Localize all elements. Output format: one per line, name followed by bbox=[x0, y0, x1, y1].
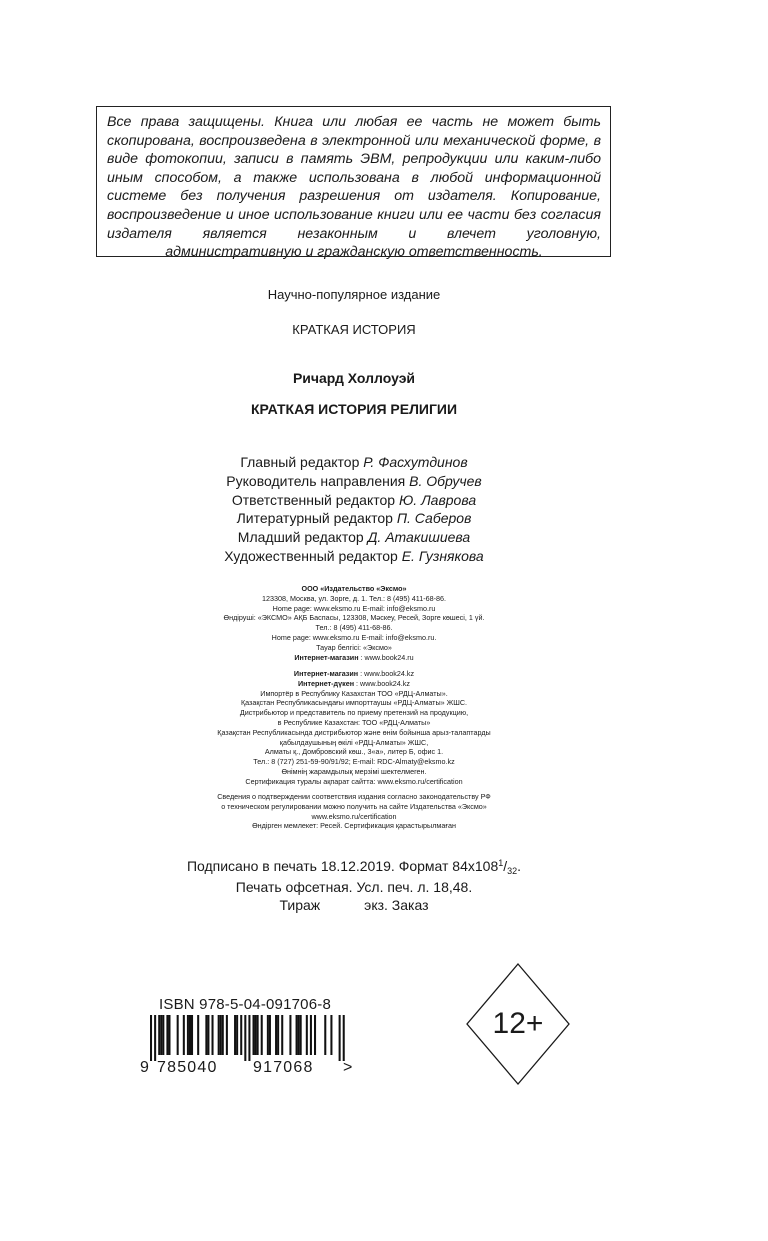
barcode-bar bbox=[222, 1015, 224, 1055]
barcode-digits-left: 785040 bbox=[157, 1059, 218, 1076]
barcode-digits-right: 917068 bbox=[253, 1059, 314, 1076]
info-line: Сертификация туралы ақпарат сайтта: www.eksmo.ru/certification bbox=[245, 776, 463, 786]
barcode-bar bbox=[314, 1015, 316, 1055]
staff-line: Младший редактор Д. Атакишиева bbox=[237, 529, 471, 546]
staff-line: Руководитель направления В. Обручев bbox=[226, 472, 482, 489]
age-rating-label: 12+ bbox=[492, 1007, 544, 1040]
barcode-bar bbox=[310, 1015, 312, 1055]
copyright-text: Все права защищены. Книга или любая ее часть не может быть скопирована, воспроизведена в электронной или механической форме, в виде фотокопии, записи в память ЭВМ, репродукции или каким-либо иным способом, а также использована в любой информационной системе без получения разрешения от издателя. Копирование, воспроизведение и иное использование книги или ее части без согласия издателя является незаконным и влечет уголовную, административную и гражданскую ответственность. bbox=[107, 114, 601, 261]
barcode-bar bbox=[324, 1015, 326, 1055]
barcode-bar bbox=[197, 1015, 199, 1055]
barcode-digit-first: 9 bbox=[140, 1059, 149, 1076]
info-line: Алматы қ., Домбровский көш., 3«а», литер Б, офис 1. bbox=[264, 747, 444, 757]
isbn-number: ISBN 978-5-04-091706-8 bbox=[159, 996, 332, 1013]
print-line-3: Тираж экз. Заказ bbox=[279, 897, 429, 913]
barcode-bar bbox=[330, 1015, 332, 1055]
copyright-notice-box bbox=[96, 106, 611, 261]
isbn-barcode bbox=[150, 1015, 354, 1061]
series-name: КРАТКАЯ ИСТОРИЯ bbox=[292, 322, 416, 337]
staff-line: Главный редактор Р. Фасхутдинов bbox=[240, 454, 468, 470]
cert-line: Өндірген мемлекет: Ресей. Сертификация қарастырылмаған bbox=[252, 821, 456, 831]
author-name: Ричард Холлоуэй bbox=[292, 370, 416, 386]
print-info bbox=[0, 857, 708, 915]
barcode-bar bbox=[150, 1015, 152, 1061]
barcode-bar bbox=[183, 1015, 185, 1055]
edition-type: Научно-популярное издание bbox=[267, 287, 441, 302]
barcode-bar bbox=[298, 1015, 300, 1055]
staff-line: Художественный редактор Е. Гузнякова bbox=[224, 547, 484, 564]
info-line: Импортёр в Республику Казахстан ТОО «РДЦ-Алматы». bbox=[260, 688, 448, 698]
publisher-block bbox=[0, 584, 708, 662]
publisher-kz-phone: Тел.: 8 (495) 411-68-86. bbox=[315, 623, 393, 633]
barcode-bar bbox=[267, 1015, 269, 1055]
publisher-kz-web: Home page: www.eksmo.ru E-mail: info@eksmo.ru. bbox=[271, 632, 437, 642]
staff-line: Ответственный редактор Ю. Лаврова bbox=[231, 491, 477, 508]
barcode-bar bbox=[257, 1015, 259, 1055]
publisher-trademark: Тауар белгісі: «Эксмо» bbox=[316, 642, 392, 652]
barcode-bar bbox=[166, 1015, 168, 1055]
distributor-block bbox=[0, 669, 708, 787]
barcode-bar bbox=[261, 1015, 263, 1055]
barcode-bar bbox=[255, 1015, 257, 1055]
barcode-bar bbox=[306, 1015, 308, 1055]
info-line: Қазақстан Республикасында дистрибьютор және өнім бойынша арыз-талаптарды bbox=[217, 727, 491, 737]
barcode-bar bbox=[269, 1015, 271, 1055]
staff-line: Литературный редактор П. Саберов bbox=[236, 510, 472, 527]
barcode-bar bbox=[236, 1015, 238, 1055]
online-shop-kz: Интернет-магазин : www.book24.kz bbox=[293, 669, 415, 678]
barcode-bar bbox=[248, 1015, 250, 1061]
cert-line: Сведения о подтверждении соответствия издания согласно законодательству РФ bbox=[217, 792, 491, 801]
info-line: Дистрибьютор и представитель по приему претензий на продукцию, bbox=[239, 708, 469, 718]
barcode-bar bbox=[189, 1015, 191, 1055]
barcode-bar bbox=[207, 1015, 209, 1055]
barcode-bar bbox=[162, 1015, 164, 1055]
barcode-bar bbox=[343, 1015, 345, 1061]
print-line-1: Подписано в печать 18.12.2019. Формат 84x1081/32. bbox=[186, 858, 522, 876]
barcode-bar bbox=[275, 1015, 277, 1055]
barcode-bar bbox=[281, 1015, 283, 1055]
format-fraction: 1/32 bbox=[498, 858, 518, 876]
barcode-bar bbox=[244, 1015, 246, 1061]
certification-block bbox=[0, 792, 708, 831]
barcode-bar bbox=[300, 1015, 302, 1055]
publisher-kz-manufacturer: Өндіруші: «ЭКСМО» АҚБ Баспасы, 123308, Мәскеу, Ресей, Зорге көшесі, 1 үй. bbox=[223, 613, 485, 623]
barcode-bar bbox=[339, 1015, 341, 1061]
barcode-bar bbox=[234, 1015, 236, 1055]
barcode-bar bbox=[205, 1015, 207, 1055]
info-line: Қазақстан Республикасындағы импорттаушы «РДЦ-Алматы» ЖШС. bbox=[240, 698, 468, 708]
barcode-bar bbox=[226, 1015, 228, 1055]
barcode-bar bbox=[220, 1015, 222, 1055]
publisher-address: 123308, Москва, ул. Зорге, д. 1. Тел.: 8 (495) 411-68-86. bbox=[261, 593, 447, 603]
barcode-bar bbox=[160, 1015, 162, 1055]
barcode-bar bbox=[191, 1015, 193, 1055]
barcode-bar bbox=[187, 1015, 189, 1055]
publisher-name: ООО «Издательство «Эксмо» bbox=[301, 584, 407, 593]
online-shop-kz-local: Интернет-дүкен : www.book24.kz bbox=[297, 678, 410, 688]
publisher-web: Home page: www.eksmo.ru E-mail: info@eksmo.ru bbox=[272, 603, 436, 613]
cert-line: www.eksmo.ru/certification bbox=[311, 811, 397, 821]
online-shop-ru: Интернет-магазин : www.book24.ru bbox=[294, 652, 414, 662]
info-line: Өнімнің жарамдылық мерзімі шектелмеген. bbox=[281, 766, 427, 776]
cert-line: о техническом регулировании можно получить на сайте Издательства «Эксмо» bbox=[221, 801, 487, 811]
info-line: Тел.: 8 (727) 251-59-90/91/92; E-mail: RDC-Almaty@eksmo.kz bbox=[253, 757, 455, 767]
barcode-bar bbox=[154, 1015, 156, 1061]
barcode-bar bbox=[277, 1015, 279, 1055]
barcode-bar bbox=[158, 1015, 160, 1055]
info-line: в Республике Казахстан: ТОО «РДЦ-Алматы» bbox=[277, 717, 431, 727]
barcode-bar bbox=[289, 1015, 291, 1055]
barcode-bar bbox=[253, 1015, 255, 1055]
info-line: қабылдаушының өкілі «РДЦ-Алматы» ЖШС, bbox=[279, 737, 429, 747]
barcode-bar bbox=[177, 1015, 179, 1055]
barcode-bar bbox=[240, 1015, 242, 1055]
editorial-staff bbox=[0, 453, 708, 566]
barcode-arrow: > bbox=[343, 1059, 353, 1076]
barcode-bar bbox=[168, 1015, 170, 1055]
print-line-2: Печать офсетная. Усл. печ. л. 18,48. bbox=[235, 878, 473, 895]
book-title: КРАТКАЯ ИСТОРИЯ РЕЛИГИИ bbox=[250, 401, 458, 417]
barcode-bar bbox=[218, 1015, 220, 1055]
barcode-bar bbox=[296, 1015, 298, 1055]
barcode-bar bbox=[212, 1015, 214, 1055]
